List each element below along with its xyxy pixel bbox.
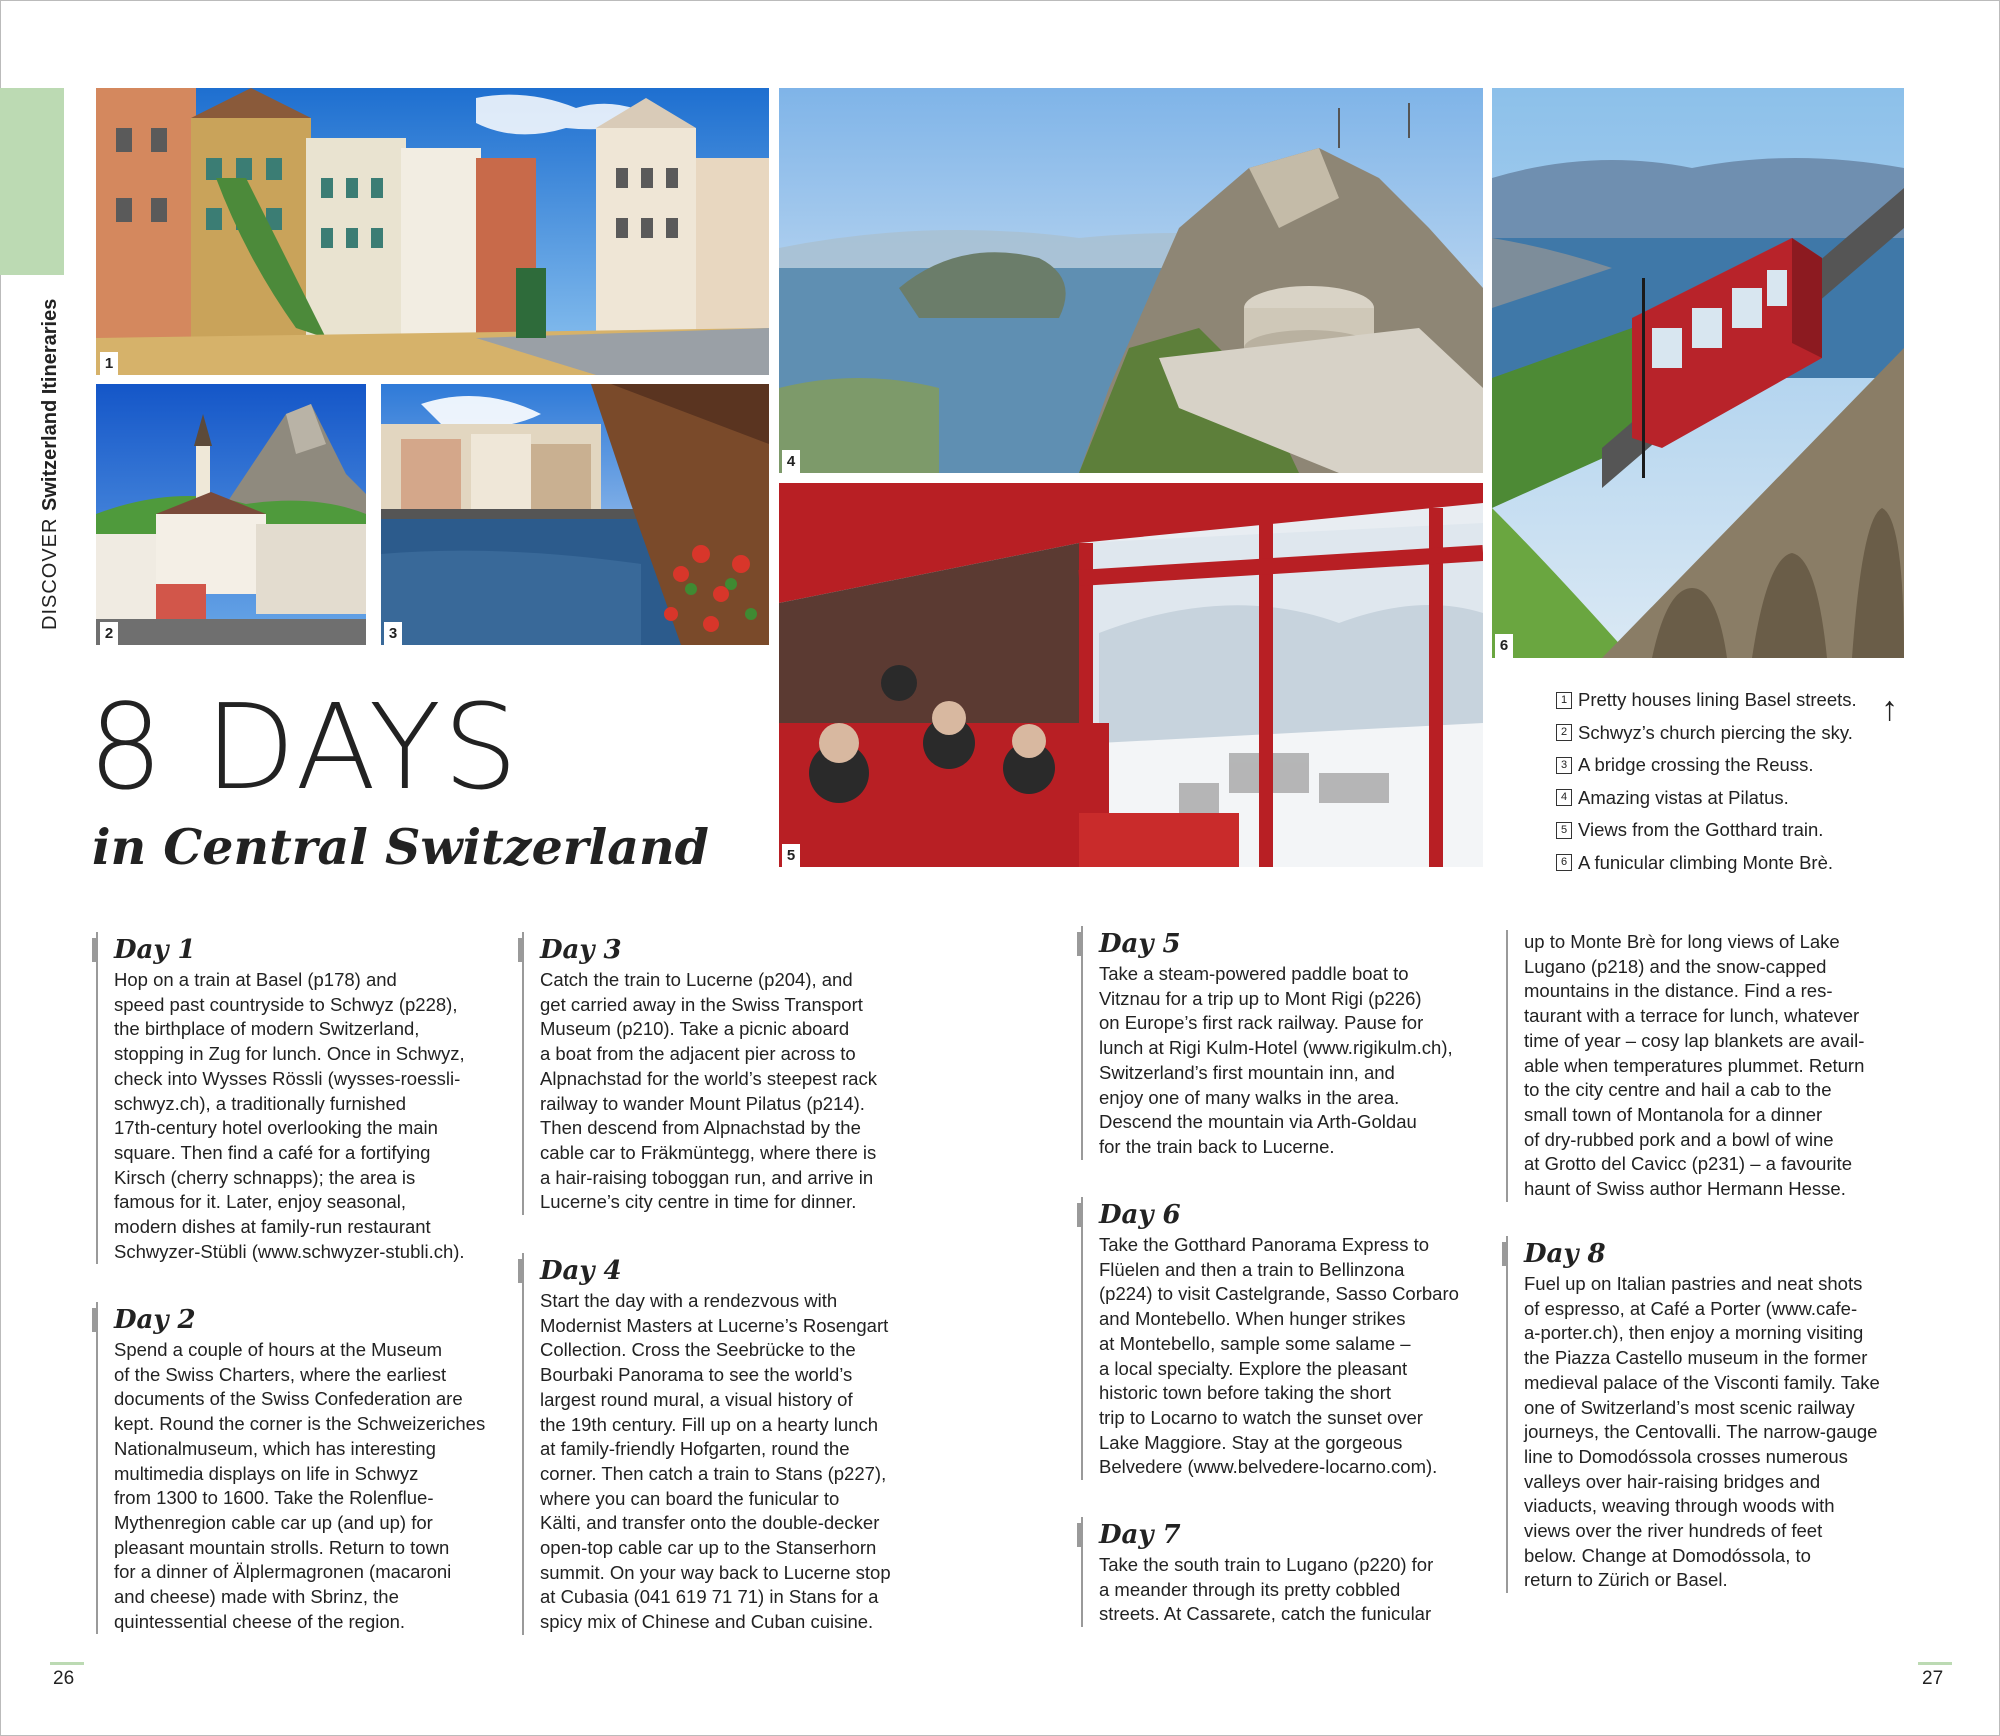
day-heading: Day 3	[540, 935, 622, 965]
text-line: mountains in the distance. Find a res-	[1524, 980, 1833, 1002]
day-heading: Day 7	[1099, 1520, 1181, 1550]
text-line: of the Swiss Charters, where the earliest	[114, 1363, 447, 1385]
text-line: Then descend from Alpnachstad by the	[540, 1117, 861, 1139]
photo-number-1: 1	[100, 352, 118, 376]
caption-item	[1556, 814, 1886, 847]
day-marker	[518, 938, 524, 962]
text-line: a boat from the adjacent pier across to	[540, 1043, 856, 1065]
folio-rule-left	[50, 1662, 84, 1665]
arrow-up-icon: ↑	[1881, 690, 1898, 728]
text-line: Descend the mountain via Arth-Goldau	[1099, 1111, 1417, 1133]
text-line: Bourbaki Panorama to see the world’s	[540, 1364, 853, 1386]
caption-number: 6	[1556, 854, 1572, 871]
day-5-block	[1081, 926, 1491, 1160]
pilatus-vista-photo	[779, 88, 1483, 473]
caption-item	[1556, 717, 1886, 750]
text-line: up to Monte Brè for long views of Lake	[1524, 931, 1840, 952]
text-line: Mythenregion cable car up (and up) for	[114, 1511, 433, 1533]
day-text	[114, 968, 496, 1264]
day-marker	[92, 938, 98, 962]
gotthard-train-photo	[779, 483, 1483, 867]
text-line: the Piazza Castello museum in the former	[1524, 1347, 1868, 1369]
text-line: 17th-century hotel overlooking the main	[114, 1117, 438, 1139]
text-line: journeys, the Centovalli. The narrow-gauge	[1524, 1421, 1878, 1443]
text-line: Fuel up on Italian pastries and neat shots	[1524, 1273, 1863, 1294]
caption-text: A funicular climbing Monte Brè.	[1578, 851, 1834, 873]
text-line: Take the Gotthard Panorama Express to	[1099, 1234, 1430, 1255]
text-line: from 1300 to 1600. Take the Rolenflue-	[114, 1487, 434, 1509]
text-line: historic town before taking the short	[1099, 1382, 1392, 1404]
day-6-block	[1081, 1197, 1491, 1480]
day-8-block	[1506, 1236, 1916, 1593]
page-number-left: 26	[53, 1668, 75, 1689]
text-line: and Montebello. When hunger strikes	[1099, 1308, 1406, 1330]
text-line: a meander through its pretty cobbled	[1099, 1578, 1401, 1600]
day-marker	[518, 1259, 524, 1283]
text-line: a hair-raising toboggan run, and arrive in	[540, 1166, 874, 1188]
text-line: multimedia displays on life in Schwyz	[114, 1462, 419, 1484]
text-line: Start the day with a rendezvous with	[540, 1290, 838, 1311]
running-head-chapter: Switzerland Itineraries	[39, 298, 61, 511]
reuss-bridge-photo	[381, 384, 769, 645]
text-line: where you can board the funicular to	[540, 1487, 840, 1509]
text-line: Schwyzer-Stübli (www.schwyzer-stubli.ch).	[114, 1240, 465, 1262]
text-line: the birthplace of modern Switzerland,	[114, 1018, 420, 1040]
page-title: 8 DAYS	[88, 678, 520, 816]
text-line: stopping in Zug for lunch. Once in Schwyz,	[114, 1043, 465, 1065]
text-line: Alpnachstad for the world’s steepest rack	[540, 1067, 877, 1089]
photo-number-2: 2	[100, 622, 118, 646]
text-line: valleys over hair-raising bridges and	[1524, 1470, 1821, 1492]
text-line: spicy mix of Chinese and Cuban cuisine.	[540, 1611, 874, 1633]
day-text	[540, 968, 932, 1215]
day-3-block	[522, 932, 932, 1215]
text-line: cable car to Fräkmüntegg, where there is	[540, 1141, 877, 1163]
text-line: Kälti, and transfer onto the double-decker	[540, 1512, 880, 1534]
day-text	[1099, 962, 1491, 1160]
text-line: for the train back to Lucerne.	[1099, 1135, 1335, 1157]
text-line: return to Zürich or Basel.	[1524, 1569, 1728, 1591]
caption-number: 2	[1556, 724, 1572, 741]
text-line: line to Domodóssola crosses numerous	[1524, 1445, 1848, 1467]
text-line: railway to wander Mount Pilatus (p214).	[540, 1092, 865, 1114]
text-line: Collection. Cross the Seebrücke to the	[540, 1339, 856, 1361]
section-tab	[0, 88, 64, 275]
text-line: on Europe’s first rack railway. Pause for	[1099, 1012, 1424, 1034]
day-2-block	[96, 1302, 496, 1634]
text-line: quintessential cheese of the region.	[114, 1610, 406, 1632]
text-line: Hop on a train at Basel (p178) and	[114, 969, 397, 990]
text-line: at Cubasia (041 619 71 71) in Stans for a	[540, 1586, 879, 1608]
text-line: a-porter.ch), then enjoy a morning visiting	[1524, 1322, 1864, 1344]
photo-captions	[1556, 684, 1886, 879]
text-line: check into Wysses Rössli (wysses-roessli-	[114, 1067, 461, 1089]
text-line: Modernist Masters at Lucerne’s Rosengart	[540, 1314, 889, 1336]
text-line: at Montebello, sample some salame –	[1099, 1332, 1411, 1354]
text-line: trip to Locarno to watch the sunset over	[1099, 1406, 1423, 1428]
monte-bre-funicular-photo	[1492, 88, 1904, 658]
text-line: at Grotto del Cavicc (p231) – a favourite	[1524, 1153, 1853, 1175]
schwyz-church-photo	[96, 384, 366, 645]
text-line: Belvedere (www.belvedere-locarno.com).	[1099, 1456, 1438, 1478]
day-text	[1099, 1233, 1491, 1480]
text-line: documents of the Swiss Confederation are	[114, 1388, 463, 1410]
text-line: streets. At Cassarete, catch the funicular	[1099, 1603, 1432, 1625]
text-line: Vitznau for a trip up to Mont Rigi (p226)	[1099, 987, 1422, 1009]
photo-number-4: 4	[782, 450, 800, 474]
caption-item	[1556, 782, 1886, 815]
text-line: medieval palace of the Visconti family. Take	[1524, 1371, 1880, 1393]
text-line: at family-friendly Hofgarten, round the	[540, 1438, 850, 1460]
caption-item	[1556, 749, 1886, 782]
text-line: Lugano (p218) and the snow-capped	[1524, 955, 1827, 977]
caption-text: Schwyz’s church piercing the sky.	[1578, 721, 1853, 743]
caption-item	[1556, 847, 1886, 880]
day-heading: Day 8	[1524, 1239, 1606, 1269]
text-line: get carried away in the Swiss Transport	[540, 993, 863, 1015]
text-line: Switzerland’s first mountain inn, and	[1099, 1061, 1395, 1083]
text-line: schwyz.ch), a traditionally furnished	[114, 1092, 407, 1114]
text-line: to the city centre and hail a cab to the	[1524, 1079, 1832, 1101]
text-line: able when temperatures plummet. Return	[1524, 1054, 1865, 1076]
text-line: Nationalmuseum, which has interesting	[114, 1437, 436, 1459]
day-heading: Day 1	[114, 935, 196, 965]
day-text	[114, 1338, 496, 1634]
folio-rule-right	[1918, 1662, 1952, 1665]
caption-number: 4	[1556, 789, 1572, 806]
day-text	[1099, 1553, 1491, 1627]
caption-text: Pretty houses lining Basel streets.	[1578, 689, 1857, 711]
caption-item	[1556, 684, 1886, 717]
day-marker	[92, 1308, 98, 1332]
text-line: time of year – cosy lap blankets are avail-	[1524, 1029, 1865, 1051]
text-line: kept. Round the corner is the Schweizeriches	[114, 1413, 486, 1435]
text-line: small town of Montanola for a dinner	[1524, 1103, 1823, 1125]
text-line: below. Change at Domodóssola, to	[1524, 1544, 1811, 1566]
caption-text: Amazing vistas at Pilatus.	[1578, 786, 1789, 808]
text-line: Lake Maggiore. Stay at the gorgeous	[1099, 1431, 1403, 1453]
day-heading: Day 4	[540, 1256, 622, 1286]
text-line: open-top cable car up to the Stanserhorn	[540, 1537, 877, 1559]
text-line: Lucerne’s city centre in time for dinner.	[540, 1191, 857, 1213]
day-marker	[1502, 1242, 1508, 1266]
day-7-block	[1081, 1517, 1491, 1627]
caption-text: A bridge crossing the Reuss.	[1578, 754, 1814, 776]
day-marker	[1077, 1523, 1083, 1547]
caption-number: 3	[1556, 757, 1572, 774]
day-4-block	[522, 1253, 932, 1635]
text-line: haunt of Swiss author Hermann Hesse.	[1524, 1178, 1846, 1200]
text-line: for a dinner of Älplermagronen (macaroni	[114, 1561, 452, 1583]
text-line: Spend a couple of hours at the Museum	[114, 1339, 443, 1360]
running-head-section: DISCOVER	[39, 517, 61, 630]
text-line: Take the south train to Lugano (p220) for	[1099, 1554, 1434, 1575]
day-heading: Day 5	[1099, 929, 1181, 959]
text-line: enjoy one of many walks in the area.	[1099, 1086, 1400, 1108]
text-line: largest round mural, a visual history of	[540, 1388, 853, 1410]
text-line: Catch the train to Lucerne (p204), and	[540, 969, 853, 990]
text-line: summit. On your way back to Lucerne stop	[540, 1561, 891, 1583]
text-line: pleasant mountain strolls. Return to town	[114, 1536, 450, 1558]
text-line: famous for it. Later, enjoy seasonal,	[114, 1191, 407, 1213]
day-heading: Day 2	[114, 1305, 196, 1335]
text-line: one of Switzerland’s most scenic railway	[1524, 1396, 1855, 1418]
text-line: viaducts, weaving through woods with	[1524, 1495, 1835, 1517]
text-line: views over the river hundreds of feet	[1524, 1520, 1823, 1542]
day-7-continued-block	[1506, 930, 1916, 1202]
caption-text: Views from the Gotthard train.	[1578, 819, 1824, 841]
text-line: taurant with a terrace for lunch, whatever	[1524, 1005, 1860, 1027]
text-line: speed past countryside to Schwyz (p228),	[114, 993, 458, 1015]
page-number-right: 27	[1922, 1668, 1944, 1689]
text-line: and cheese) made with Sbrinz, the	[114, 1586, 399, 1608]
photo-number-6: 6	[1495, 634, 1513, 658]
text-line: of dry-rubbed pork and a bowl of wine	[1524, 1128, 1834, 1150]
text-line: Museum (p210). Take a picnic aboard	[540, 1018, 850, 1040]
text-line: Kirsch (cherry schnapps); the area is	[114, 1166, 416, 1188]
day-text	[540, 1289, 932, 1635]
basel-street-photo	[96, 88, 769, 375]
photo-number-3: 3	[384, 622, 402, 646]
caption-number: 5	[1556, 822, 1572, 839]
text-line: the 19th century. Fill up on a hearty lunch	[540, 1413, 878, 1435]
text-line: Take a steam-powered paddle boat to	[1099, 963, 1409, 984]
day-text	[1524, 930, 1916, 1202]
caption-number: 1	[1556, 692, 1572, 709]
text-line: Flüelen and then a train to Bellinzona	[1099, 1258, 1405, 1280]
text-line: corner. Then catch a train to Stans (p227),	[540, 1462, 887, 1484]
text-line: modern dishes at family-run restaurant	[114, 1216, 431, 1238]
text-line: of espresso, at Café a Porter (www.cafe-	[1524, 1297, 1858, 1319]
running-head	[39, 299, 62, 630]
text-line: lunch at Rigi Kulm-Hotel (www.rigikulm.ch),	[1099, 1037, 1453, 1059]
day-text	[1524, 1272, 1916, 1593]
photo-number-5: 5	[782, 844, 800, 868]
text-line: (p224) to visit Castelgrande, Sasso Corbaro	[1099, 1283, 1459, 1305]
page-subtitle: in Central Switzerland	[92, 818, 709, 876]
text-line: a local specialty. Explore the pleasant	[1099, 1357, 1408, 1379]
text-line: square. Then find a café for a fortifying	[114, 1141, 431, 1163]
day-heading: Day 6	[1099, 1200, 1181, 1230]
day-marker	[1077, 1203, 1083, 1227]
day-1-block	[96, 932, 496, 1264]
day-marker	[1077, 932, 1083, 956]
